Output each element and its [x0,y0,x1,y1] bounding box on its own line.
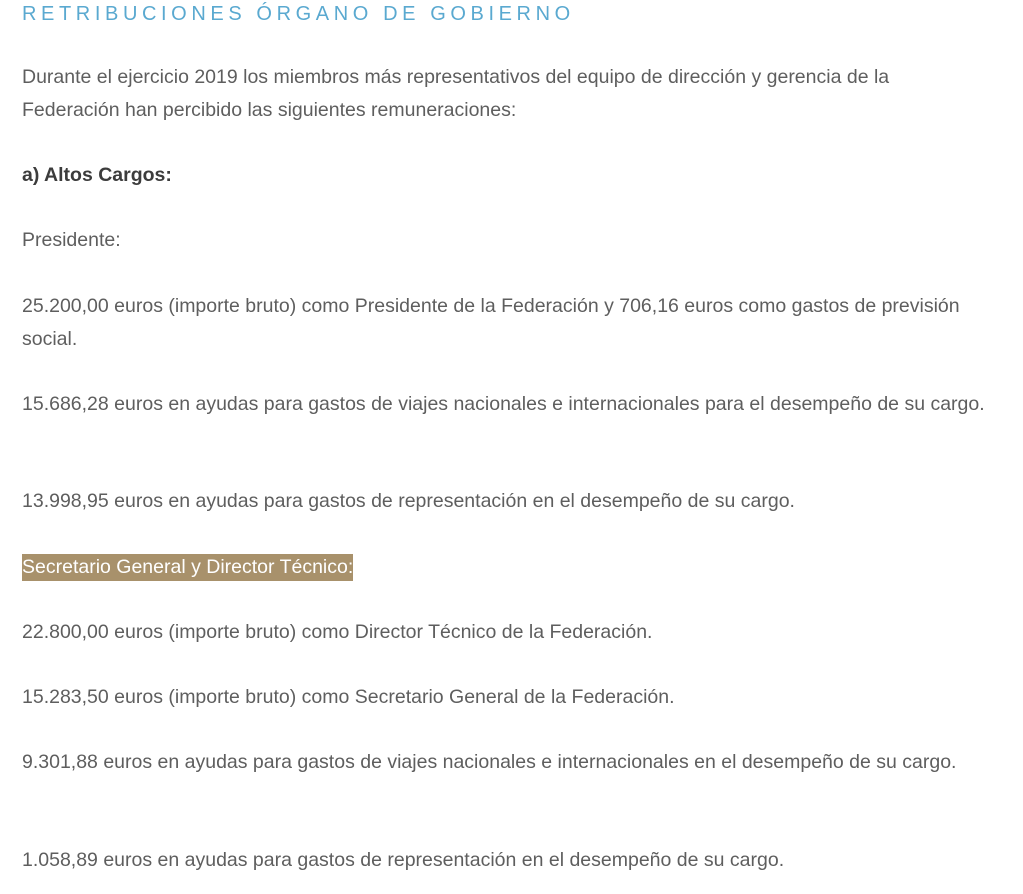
presidente-salary-paragraph: 25.200,00 euros (importe bruto) como Presidente de la Federación y 706,16 euros como gastos de previsión social. [22,295,960,350]
director-salary-paragraph: 22.800,00 euros (importe bruto) como Director Técnico de la Federación. [22,621,653,643]
secretario-salary-paragraph: 15.283,50 euros (importe bruto) como Secretario General de la Federación. [22,686,675,708]
section-heading: RETRIBUCIONES ÓRGANO DE GOBIERNO [22,3,575,25]
intro-paragraph: Durante el ejercicio 2019 los miembros más representativos del equipo de dirección y gerencia de la Federación han percibido las siguientes remuneraciones: [22,66,890,121]
presidente-travel-paragraph: 15.686,28 euros en ayudas para gastos de viajes nacionales e internacionales para el desempeño de su cargo. [22,393,985,415]
secretario-representation-paragraph: 1.058,89 euros en ayudas para gastos de representación en el desempeño de su cargo. [22,849,785,871]
secretario-travel-paragraph: 9.301,88 euros en ayudas para gastos de viajes nacionales e internacionales en el desempeño de su cargo. [22,751,957,773]
presidente-representation-paragraph: 13.998,95 euros en ayudas para gastos de representación en el desempeño de su cargo. [22,490,795,512]
secretario-label-highlight: Secretario General y Director Técnico: [22,554,353,581]
secretario-label-line [22,551,990,584]
altos-cargos-heading: a) Altos Cargos: [22,164,172,186]
presidente-label: Presidente: [22,229,121,251]
